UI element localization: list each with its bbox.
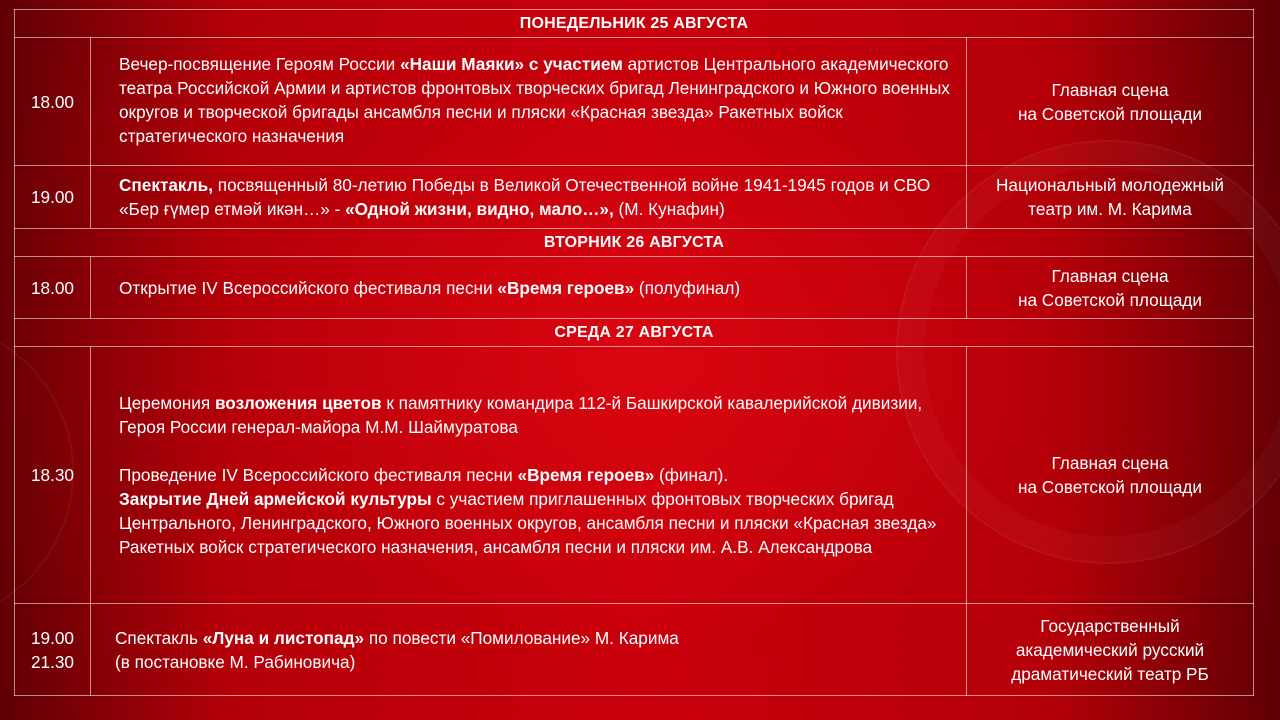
venue-line: Государственный	[1040, 615, 1180, 636]
day-title: СРЕДА 27 АВГУСТА	[15, 319, 1254, 347]
event-time	[15, 604, 91, 696]
event-time-second: 21.30	[30, 651, 74, 672]
event-bold-text: «Наши Маяки» с участием	[400, 53, 623, 74]
event-description	[91, 604, 967, 696]
venue-line: Главная сцена	[1051, 265, 1169, 286]
event-paragraph	[119, 391, 956, 439]
venue-line: на Советской площади	[1017, 103, 1203, 124]
event-text: Вечер-посвящение Героям России	[119, 53, 401, 74]
event-text: (полуфинал)	[634, 277, 741, 298]
venue-line: драматический театр РБ	[1011, 663, 1209, 684]
event-row	[15, 38, 1254, 166]
event-bold-text: «Время героев»	[517, 465, 655, 485]
event-venue	[967, 38, 1254, 166]
event-bold-text: Закрытие Дней армейской культуры	[119, 489, 432, 509]
event-time: 18.30	[15, 347, 91, 604]
venue-line: театр им. М. Карима	[1028, 199, 1192, 219]
day-title: ВТОРНИК 26 АВГУСТА	[15, 229, 1254, 257]
event-paragraph	[119, 487, 956, 559]
event-text: (финал).	[654, 465, 729, 485]
event-paragraph	[115, 626, 956, 650]
event-text: к памятнику командира 112-й Башкирской кавалерийской дивизии, Героя России генерал-майора М.М. Шаймуратова	[119, 393, 923, 437]
day-header-wednesday	[15, 319, 1254, 347]
event-bold-text: возложения цветов	[214, 393, 382, 413]
event-text: Проведение IV Всероссийского фестиваля песни	[119, 465, 518, 485]
event-time: 18.00	[15, 257, 91, 319]
event-description	[91, 38, 967, 166]
day-header-monday	[15, 10, 1254, 38]
event-time: 19.00	[15, 166, 91, 229]
event-text: Церемония	[119, 393, 215, 413]
event-bold-text: «Время героев»	[497, 277, 635, 298]
event-venue	[967, 604, 1254, 696]
event-bold-text: Спектакль,	[119, 175, 214, 195]
event-bold-text: «Луна и листопад»	[202, 627, 365, 648]
event-text: Открытие IV Всероссийского фестиваля песни	[119, 277, 498, 298]
event-venue	[967, 347, 1254, 604]
event-text: артистов Центрального академического театра Российской Армии и артистов фронтовых творческих бригад Ленинградского и Южного военных округов и творческой бригады ансамбля песни и пляски «Красная звезда» Ракетных войск стратегического назначения	[119, 53, 950, 146]
event-description	[91, 257, 967, 319]
event-text: (М. Кунафин)	[613, 199, 725, 219]
day-title: ПОНЕДЕЛЬНИК 25 АВГУСТА	[15, 10, 1254, 38]
event-row	[15, 604, 1254, 696]
event-text: по повести «Помилование» М. Карима	[364, 627, 679, 648]
event-text: Спектакль	[115, 627, 203, 648]
event-description	[91, 347, 967, 604]
venue-line: Главная сцена	[1051, 79, 1169, 100]
venue-line: академический русский	[1015, 639, 1205, 660]
event-bold-text: «Одной жизни, видно, мало…»,	[345, 199, 614, 219]
event-text: (в постановке М. Рабиновича)	[115, 651, 356, 672]
event-paragraph	[119, 463, 956, 487]
venue-line: Главная сцена	[1051, 453, 1169, 473]
day-header-tuesday	[15, 229, 1254, 257]
venue-line: на Советской площади	[1017, 477, 1203, 497]
venue-line: Национальный молодежный	[996, 175, 1224, 195]
event-time: 18.00	[15, 38, 91, 166]
event-text: с участием приглашенных фронтовых творческих бригад Центрального, Ленинградского, Южного военных округов, ансамбля песни и пляски «Красная звезда» Ракетных войск стратегического назначения, ансамбля песни и пляски им. А.В. Александрова	[119, 489, 937, 557]
event-text: посвященный 80-летию Победы в Великой Отечественной войне 1941-1945 годов и СВО «Бер ғүмер етмәй икән…» -	[119, 175, 931, 219]
event-time-start: 19.00	[30, 627, 74, 648]
event-row	[15, 166, 1254, 229]
event-venue	[967, 257, 1254, 319]
schedule-table	[14, 9, 1254, 696]
event-venue	[967, 166, 1254, 229]
event-row	[15, 347, 1254, 604]
event-row	[15, 257, 1254, 319]
event-description	[91, 166, 967, 229]
venue-line: на Советской площади	[1017, 289, 1203, 310]
